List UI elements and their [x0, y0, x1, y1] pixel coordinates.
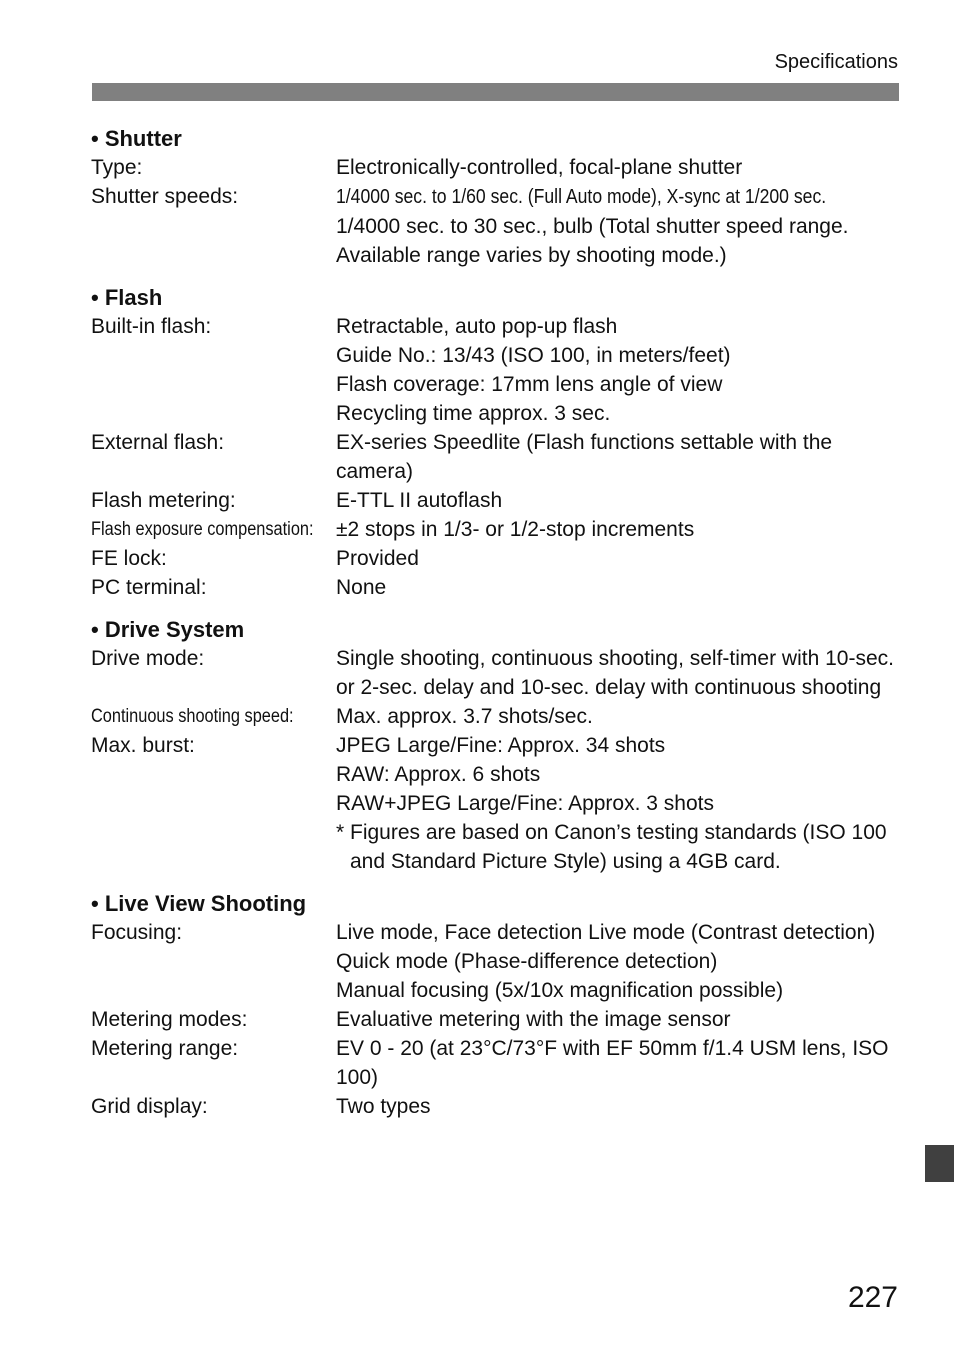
spec-value: Quick mode (Phase-difference detection): [336, 950, 718, 973]
spec-row-built-in-flash: [91, 312, 901, 428]
spec-row-drive-mode: [91, 644, 901, 702]
header-rule-bar: [92, 83, 899, 101]
spec-row-flash-exposure-compensation: [91, 515, 901, 544]
section-drive-system: [91, 615, 901, 876]
spec-row-fe-lock: [91, 544, 901, 573]
spec-label: Max. burst:: [91, 734, 195, 757]
spec-values: [336, 428, 901, 486]
spec-content: [91, 124, 901, 1134]
spec-label: Type:: [91, 156, 143, 179]
spec-value: Live mode, Face detection Live mode (Contrast detection): [336, 921, 876, 944]
spec-value: Electronically-controlled, focal-plane shutter: [336, 156, 743, 179]
spec-row-metering-modes: [91, 1005, 901, 1034]
section-live-view-shooting: [91, 889, 901, 1121]
spec-value: 1/4000 sec. to 30 sec., bulb (Total shutter speed range. Available range varies by shooting mode.): [336, 215, 849, 267]
footnote: [336, 818, 901, 876]
spec-label: Flash exposure compensation:: [91, 519, 314, 540]
spec-value: ±2 stops in 1/3- or 1/2-stop increments: [336, 518, 695, 541]
spec-values: [336, 486, 901, 515]
spec-row-shutter-speeds: [91, 182, 901, 270]
chapter-thumb-tab: [925, 1145, 954, 1182]
footnote-text: Figures are based on Canon’s testing standards (ISO 100 and Standard Picture Style) using a 4GB card.: [350, 821, 887, 873]
spec-value: Single shooting, continuous shooting, self-timer with 10-sec. or 2-sec. delay and 10-sec. delay with continuous shooting: [336, 647, 894, 699]
section-heading-shutter: • Shutter: [91, 126, 182, 151]
spec-values: [336, 1005, 901, 1034]
spec-values: [336, 182, 901, 270]
spec-label: PC terminal:: [91, 576, 207, 599]
spec-label: Flash metering:: [91, 489, 236, 512]
spec-values: [336, 918, 901, 1005]
spec-value: Recycling time approx. 3 sec.: [336, 402, 611, 425]
section-heading-flash: • Flash: [91, 285, 163, 310]
spec-label: Shutter speeds:: [91, 185, 239, 208]
spec-value: RAW+JPEG Large/Fine: Approx. 3 shots: [336, 792, 714, 815]
spec-row-max-burst: [91, 731, 901, 876]
spec-row-external-flash: [91, 428, 901, 486]
spec-row-focusing: [91, 918, 901, 1005]
running-header-title: Specifications: [774, 51, 898, 73]
spec-label: Focusing:: [91, 921, 183, 944]
spec-value: Retractable, auto pop-up flash: [336, 315, 618, 338]
spec-values: [336, 644, 901, 702]
spec-value: Provided: [336, 547, 419, 570]
section-shutter: [91, 124, 901, 270]
spec-label: Built-in flash:: [91, 315, 212, 338]
spec-label: Metering modes:: [91, 1008, 248, 1031]
spec-value: Max. approx. 3.7 shots/sec.: [336, 705, 593, 728]
spec-row-grid-display: [91, 1092, 901, 1121]
spec-values: [336, 153, 901, 182]
spec-value: E-TTL II autoflash: [336, 489, 503, 512]
spec-row-pc-terminal: [91, 573, 901, 602]
spec-values: [336, 731, 901, 876]
spec-value: 1/4000 sec. to 1/60 sec. (Full Auto mode), X-sync at 1/200 sec.: [336, 186, 827, 208]
spec-value: Manual focusing (5x/10x magnification possible): [336, 979, 784, 1002]
spec-label: Metering range:: [91, 1037, 239, 1060]
spec-value: Flash coverage: 17mm lens angle of view: [336, 373, 723, 396]
spec-values: [336, 1034, 901, 1092]
spec-row-continuous-shooting-speed: [91, 702, 901, 731]
spec-values: [336, 573, 901, 602]
spec-value: Two types: [336, 1095, 431, 1118]
spec-row-type: [91, 153, 901, 182]
spec-label: Grid display:: [91, 1095, 208, 1118]
section-heading-drive-system: • Drive System: [91, 617, 245, 642]
spec-values: [336, 515, 901, 544]
spec-value: EV 0 - 20 (at 23°C/73°F with EF 50mm f/1.4 USM lens, ISO 100): [336, 1037, 889, 1089]
spec-value: EX-series Speedlite (Flash functions settable with the camera): [336, 431, 833, 483]
spec-values: [336, 702, 901, 731]
spec-value: Evaluative metering with the image sensor: [336, 1008, 731, 1031]
spec-values: [336, 312, 901, 428]
spec-value: JPEG Large/Fine: Approx. 34 shots: [336, 734, 666, 757]
spec-values: [336, 544, 901, 573]
footnote-asterisk: *: [336, 821, 345, 844]
spec-label: Continuous shooting speed:: [91, 706, 294, 727]
spec-label: External flash:: [91, 431, 225, 454]
spec-row-flash-metering: [91, 486, 901, 515]
page-number: 227: [847, 1281, 898, 1314]
section-flash: [91, 283, 901, 602]
spec-value: RAW: Approx. 6 shots: [336, 763, 541, 786]
spec-label: FE lock:: [91, 547, 167, 570]
section-heading-live-view-shooting: • Live View Shooting: [91, 891, 307, 916]
spec-label: Drive mode:: [91, 647, 205, 670]
spec-value: Guide No.: 13/43 (ISO 100, in meters/feet): [336, 344, 731, 367]
spec-values: [336, 1092, 901, 1121]
spec-value: None: [336, 576, 387, 599]
spec-row-metering-range: [91, 1034, 901, 1092]
